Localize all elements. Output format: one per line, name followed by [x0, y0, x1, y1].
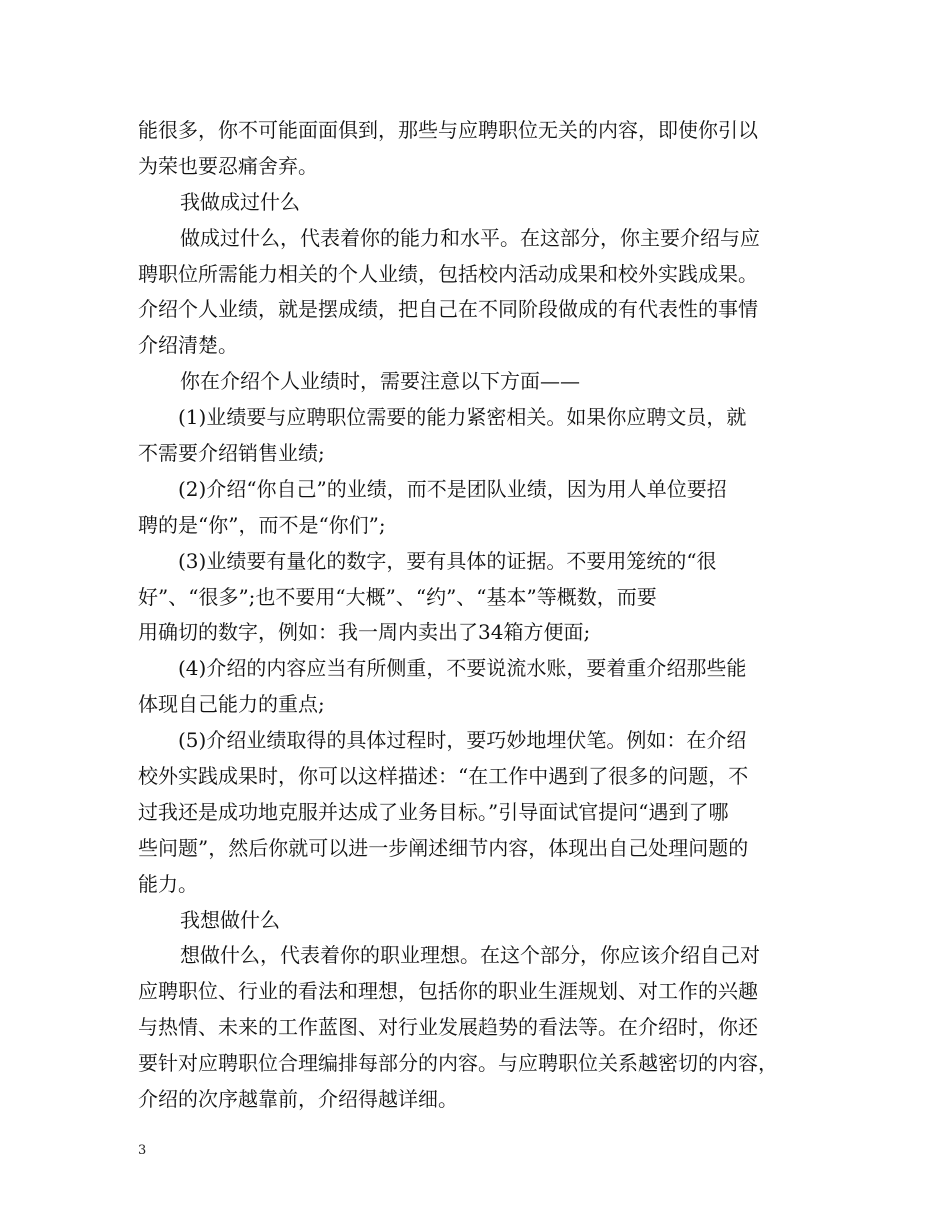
text-line: 与热情、未来的工作蓝图、对行业发展趋势的看法等。在介绍时，你还: [138, 1015, 758, 1040]
text-line: 好”、“很多”;也不要用“大概”、“约”、“基本”等概数，而要: [138, 584, 657, 609]
text-line: 为荣也要忍痛舍弃。: [138, 153, 318, 178]
section-heading: 我做成过什么: [180, 189, 300, 214]
text-line: 你在介绍个人业绩时，需要注意以下方面——: [180, 369, 580, 394]
text-line: 聘职位所需能力相关的个人业绩，包括校内活动成果和校外实践成果。: [138, 261, 758, 286]
text-line: 体现自己能力的重点;: [138, 692, 325, 717]
list-item: (3)业绩要有量化的数字，要有具体的证据。不要用笼统的“很: [178, 548, 717, 573]
text-line: 不需要介绍销售业绩;: [138, 441, 325, 466]
section-heading: 我想做什么: [180, 907, 280, 932]
text-line: 应聘职位、行业的看法和理想，包括你的职业生涯规划、对工作的兴趣: [138, 979, 758, 1004]
text-line: 用确切的数字，例如：我一周内卖出了34箱方便面;: [138, 620, 591, 645]
text-line: 能力。: [138, 871, 198, 896]
text-line: 校外实践成果时，你可以这样描述：“在工作中遇到了很多的问题，不: [138, 764, 749, 789]
page-number: 3: [138, 1143, 147, 1158]
body-text: [138, 113, 816, 1118]
list-item: (4)介绍的内容应当有所侧重，不要说流水账，要着重介绍那些能: [178, 656, 747, 681]
list-item: (2)介绍“你自己”的业绩，而不是团队业绩，因为用人单位要招: [178, 476, 727, 501]
text-line: 能很多，你不可能面面俱到，那些与应聘职位无关的内容，即使你引以: [138, 118, 758, 142]
text-line: 介绍清楚。: [138, 333, 238, 358]
text-line: 要针对应聘职位合理编排每部分的内容。与应聘职位关系越密切的内容，: [138, 1051, 778, 1076]
text-line: 介绍的次序越靠前，介绍得越详细。: [138, 1087, 458, 1112]
text-line: 些问题”，然后你就可以进一步阐述细节内容，体现出自己处理问题的: [138, 835, 749, 860]
text-line: 想做什么，代表着你的职业理想。在这个部分，你应该介绍自己对: [180, 943, 760, 968]
list-item: (5)介绍业绩取得的具体过程时，要巧妙地埋伏笔。例如：在介绍: [178, 728, 747, 753]
text-line: 做成过什么，代表着你的能力和水平。在这部分，你主要介绍与应: [180, 225, 760, 250]
text-line: 过我还是成功地克服并达成了业务目标。”引导面试官提问“遇到了哪: [138, 799, 729, 824]
list-item: (1)业绩要与应聘职位需要的能力紧密相关。如果你应聘文员，就: [178, 405, 747, 430]
text-line: 介绍个人业绩，就是摆成绩，把自己在不同阶段做成的有代表性的事情: [138, 297, 758, 322]
text-line: 聘的是“你”，而不是“你们”;: [138, 512, 386, 537]
